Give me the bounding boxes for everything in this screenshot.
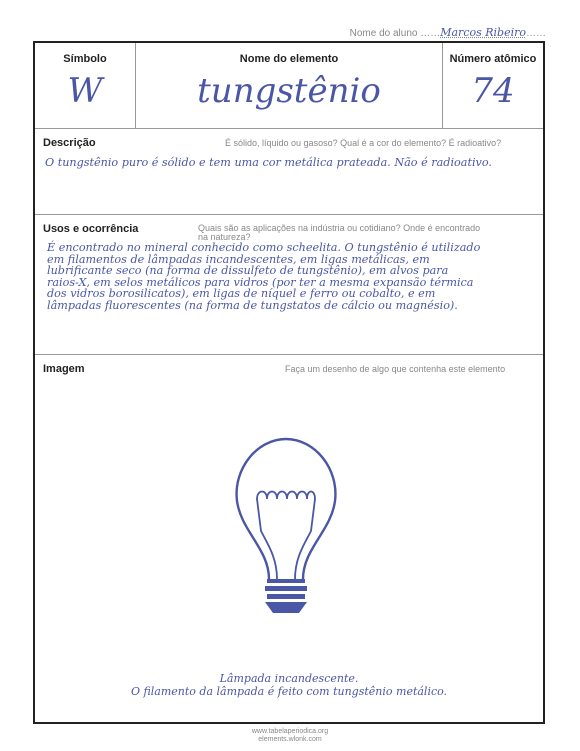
student-label: Nome do aluno xyxy=(349,28,418,39)
uses-text xyxy=(47,242,539,311)
image-title: Imagem xyxy=(43,363,85,375)
symbol-cell xyxy=(35,43,136,128)
footer xyxy=(0,728,580,744)
element-name-label: Nome do elemento xyxy=(239,53,339,65)
element-name-value: tungstênio xyxy=(197,71,381,111)
image-caption xyxy=(35,672,543,698)
uses-hint-line1: Quais são as aplicações na indústria ou cotidiano? Onde é encontrado xyxy=(198,223,481,233)
uses-hint xyxy=(198,224,480,242)
element-name-cell xyxy=(136,43,443,128)
student-name-line xyxy=(350,26,546,39)
footer-link-2: elements.wlonk.com xyxy=(258,736,322,743)
element-worksheet xyxy=(33,41,545,724)
description-section xyxy=(35,129,543,215)
uses-line: É encontrado no mineral conhecido como scheelita. O tungstênio é utilizado xyxy=(47,241,481,254)
student-name: Marcos Ribeiro xyxy=(440,26,526,39)
uses-section xyxy=(35,215,543,355)
uses-line: dos vidros borosilicatos), em ligas de níquel e ferro ou cobalto, e em xyxy=(47,287,436,300)
atomic-number-value: 74 xyxy=(471,71,515,111)
description-title: Descrição xyxy=(43,137,96,149)
description-hint: É sólido, líquido ou gasoso? Qual é a cor do elemento? É radioativo? xyxy=(225,138,502,148)
image-hint: Faça um desenho de algo que contenha este elemento xyxy=(285,364,506,374)
symbol-value: W xyxy=(67,71,103,111)
description-text: O tungstênio puro é sólido e tem uma cor metálica prateada. Não é radioativo. xyxy=(45,156,492,169)
atomic-number-cell xyxy=(443,43,543,128)
footer-link-1: www.tabelaperiodica.org xyxy=(251,728,329,735)
atomic-number-label: Número atômico xyxy=(449,53,537,65)
image-section xyxy=(35,355,543,724)
header-row xyxy=(35,43,543,129)
student-dots-after: …… xyxy=(526,28,546,39)
uses-line: lâmpadas fluorescentes (na forma de tungstatos de cálcio ou magnésio). xyxy=(47,298,458,312)
uses-hint-line2: na natureza? xyxy=(198,232,251,242)
uses-line: em filamentos de lâmpadas incandescentes, em ligas metálicas, em xyxy=(47,252,430,266)
symbol-label: Símbolo xyxy=(63,53,107,65)
caption-line2: O filamento da lâmpada é feito com tungstênio metálico. xyxy=(130,685,448,698)
caption-line1: Lâmpada incandescente. xyxy=(219,672,359,685)
uses-line: raios-X, em selos metálicos para vidros (por ter a mesma expansão térmica xyxy=(47,275,474,289)
light-bulb-icon xyxy=(231,431,341,616)
uses-line: lubrificante seco (na forma de dissulfeto de tungstênio), em alvos para xyxy=(47,264,449,277)
uses-title: Usos e ocorrência xyxy=(43,223,139,235)
student-dots: …… xyxy=(420,28,441,39)
